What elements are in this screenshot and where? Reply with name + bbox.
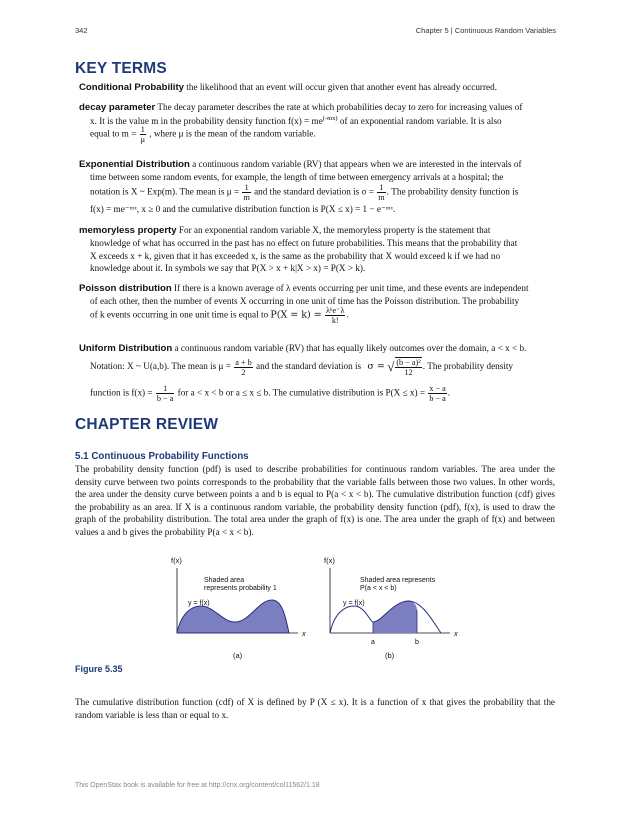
panel-a-sublabel: (a) xyxy=(233,651,243,660)
text-run: . xyxy=(447,387,451,398)
fraction-den: k! xyxy=(331,316,339,325)
fraction xyxy=(140,125,146,144)
fraction xyxy=(234,358,252,377)
sqrt-fraction xyxy=(395,357,421,377)
panel-b-x-label: x xyxy=(454,629,458,638)
term-poisson-line3 xyxy=(90,306,349,325)
figure-5-35 xyxy=(160,552,470,664)
math-sigma: σ = xyxy=(367,361,385,373)
superscript: (-mx) xyxy=(322,115,338,122)
text-run: x. It is the value m in the probability density function f(x) = me xyxy=(90,116,323,127)
page-number: 342 xyxy=(75,26,88,35)
text-run: of k events occurring in one unit time is equal to xyxy=(90,309,269,320)
panel-a-curve-label: y = f(x) xyxy=(188,600,210,607)
text-run: , where μ is the mean of the random variable. xyxy=(149,128,316,139)
fraction-den: b − a xyxy=(429,394,446,403)
text-run: Notation: X ~ U(a,b). The mean is μ = xyxy=(90,361,231,372)
review-paragraph-1: The probability density function (pdf) is used to describe probabilities for continuous random variables. The area under the density curve between two points corresponds to the probability that the variable falls between those two values. In other words, the area under the density curve between points a and b is equal to P(a < x < b). The cumulative distribution function (cdf) gives the probability as an area. If X is a continuous random variable, the probability density function (pdf), f(x), is used to draw the graph of the probability distribution. The total area under the graph of f(x) is one. The area under the graph of f(x) and between values a and b gives the probability P(a < x < b). xyxy=(75,464,555,537)
text-run: for a < x < b or a ≤ x ≤ b. The cumulative distribution is P(X ≤ x) = xyxy=(177,387,426,398)
section-title: 5.1 Continuous Probability Functions xyxy=(75,451,249,462)
term-decay-parameter xyxy=(79,102,522,113)
term-exponential-line4: f(x) = me⁻ᵐˣ, x ≥ 0 and the cumulative distribution function is P(X ≤ x) = 1 − e⁻ᵐˣ. xyxy=(90,204,396,214)
fraction-den: b − a xyxy=(156,394,174,403)
term-exponential-line2: time between some random events, for example, the length of time between emergency arrivals at a hospital; the xyxy=(90,172,504,182)
term-name: decay parameter xyxy=(79,102,156,113)
term-definition-line: If there is a known average of λ events occurring per unit time, and these events are independent xyxy=(174,283,529,293)
panel-a xyxy=(171,556,306,660)
fraction xyxy=(156,384,174,403)
term-name: Exponential Distribution xyxy=(79,159,190,170)
text-run: and the standard deviation is σ = xyxy=(254,186,374,197)
term-memoryless-line2: knowledge of what has occurred in the past has no effect on future probabilities. This means that the probability that xyxy=(90,238,518,248)
fraction-num: 1 xyxy=(140,125,145,134)
fraction-den: 12 xyxy=(404,368,413,377)
panel-a-note-line1: Shaded area xyxy=(204,577,245,584)
term-name: Poisson distribution xyxy=(79,283,172,294)
fraction-den: 2 xyxy=(241,367,246,377)
text-run: function is f(x) = xyxy=(90,387,153,398)
term-definition-line: a continuous random variable (RV) that appears when we are interested in the intervals of xyxy=(192,159,522,169)
panel-b-note-line2: P(a < x < b) xyxy=(360,585,397,592)
panel-a-x-label: x xyxy=(302,629,306,638)
fraction-num: 1 xyxy=(377,183,385,193)
term-memoryless-line4: knowledge about it. In symbols we say that P(X > x + k|X > x) = P(X > k). xyxy=(90,263,366,273)
fraction-num: a + b xyxy=(235,357,252,367)
text-run: . The probability density xyxy=(422,361,514,372)
fraction xyxy=(377,183,385,202)
panel-b-curve-label: y = f(x) xyxy=(343,600,365,607)
term-name: Conditional Probability xyxy=(79,82,184,93)
term-uniform-distribution xyxy=(79,343,526,354)
panel-b-tick-b: b xyxy=(415,639,419,646)
figure-caption: Figure 5.35 xyxy=(75,664,123,674)
term-uniform-line2 xyxy=(90,357,513,377)
fraction-den: μ xyxy=(140,135,145,144)
fraction xyxy=(325,306,345,325)
term-memoryless-line3: X exceeds x + k, given that it has exceeded x, is the same as the probability that X would exceed k if we had no xyxy=(90,251,501,261)
text-run: . The probability density function is xyxy=(386,186,519,197)
fraction-num: 1 xyxy=(242,183,250,193)
text-run: of an exponential random variable. It is also xyxy=(339,116,502,127)
term-poisson-line2: of each other, then the number of events X occurring in one unit of time has the Poisson distribution. The probability xyxy=(90,296,520,306)
fraction-den: m xyxy=(378,193,385,202)
math-lhs: P(X = k) = xyxy=(270,309,322,321)
key-terms-heading: KEY TERMS xyxy=(75,60,167,77)
review-paragraph-2: The cumulative distribution function (cdf) of X is defined by P (X ≤ x). It is a function of x that gives the probability that the random variable is less than or equal to x. xyxy=(75,697,555,720)
term-poisson-distribution xyxy=(79,283,529,294)
term-name: memoryless property xyxy=(79,225,177,236)
fraction-num: 1 xyxy=(156,384,174,394)
term-exponential-line3 xyxy=(90,183,518,202)
panel-b-note-line1: Shaded area represents xyxy=(360,577,436,584)
sqrt-sign: √ xyxy=(387,359,395,374)
fraction-num: (b − a)² xyxy=(396,358,421,367)
panel-a-note-line2: represents probability 1 xyxy=(204,585,277,592)
text-run: notation is X ~ Exp(m). The mean is μ = xyxy=(90,186,240,197)
term-uniform-line3 xyxy=(90,384,450,403)
panel-a-y-label: f(x) xyxy=(171,556,182,565)
term-definition-line: The decay parameter describes the rate at which probabilities decay to zero for increasing values of xyxy=(157,102,523,112)
page-footer: This OpenStax book is available for free at http://cnx.org/content/col11562/1.18 xyxy=(75,782,320,789)
term-definition-line: a continuous random variable (RV) that has equally likely outcomes over the domain, a < x < b. xyxy=(174,343,527,353)
chapter-review-heading: CHAPTER REVIEW xyxy=(75,416,219,433)
panel-b xyxy=(324,556,458,660)
fraction-den: m xyxy=(243,193,250,202)
fraction xyxy=(242,183,250,202)
term-memoryless-property xyxy=(79,225,490,236)
text-run: . xyxy=(346,309,349,320)
term-name: Uniform Distribution xyxy=(79,343,173,354)
term-definition-line: For an exponential random variable X, the memoryless property is the statement that xyxy=(178,225,491,235)
term-definition: the likelihood that an event will occur given that another event has already occurred. xyxy=(186,82,498,92)
fraction-num: λᵏe⁻λ xyxy=(326,306,345,315)
text-run: equal to m = xyxy=(90,128,137,139)
fraction-num: x − a xyxy=(429,384,446,393)
term-decay-line3 xyxy=(90,125,316,144)
panel-b-y-label: f(x) xyxy=(324,556,335,565)
running-header: Chapter 5 | Continuous Random Variables xyxy=(415,26,556,35)
text-run: and the standard deviation is xyxy=(256,361,362,372)
fraction xyxy=(428,384,446,403)
term-conditional-probability xyxy=(79,82,497,93)
term-exponential-distribution xyxy=(79,159,522,170)
panel-b-tick-a: a xyxy=(371,639,375,646)
panel-b-sublabel: (b) xyxy=(385,651,395,660)
